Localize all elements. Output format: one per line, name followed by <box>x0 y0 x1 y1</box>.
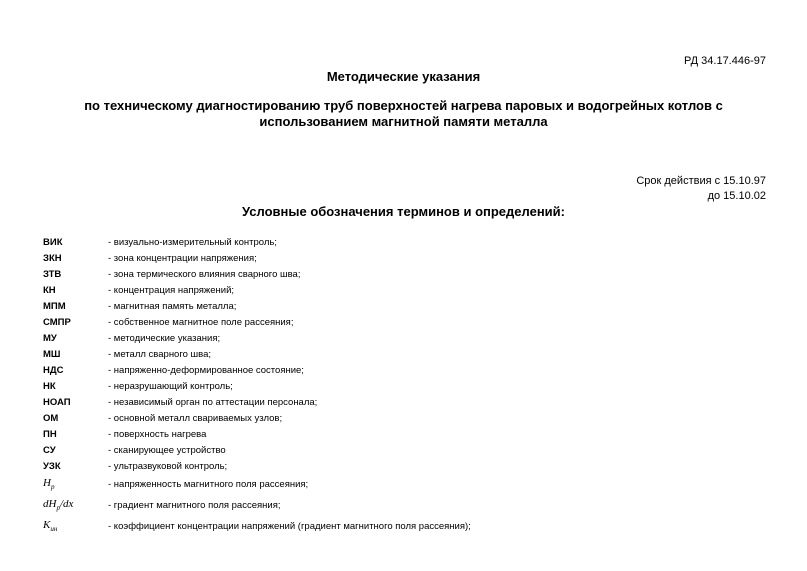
term-definition: - металл сварного шва; <box>108 348 212 360</box>
term-row <box>43 426 763 442</box>
term-abbreviation: СУ <box>43 444 56 456</box>
term-definition: - ультразвуковой контроль; <box>108 460 228 472</box>
term-definition: - методические указания; <box>108 332 221 344</box>
formula-symbol <box>43 498 108 512</box>
validity-period <box>636 174 766 204</box>
formula-symbol-subscript: p <box>50 483 55 492</box>
term-definition: - магнитная память металла; <box>108 300 237 312</box>
term-abbreviation: НК <box>43 380 56 392</box>
term-abbreviation: МШ <box>43 348 61 360</box>
term-abbreviation: ЗКН <box>43 252 62 264</box>
validity-to: до 15.10.02 <box>707 190 766 202</box>
formula-definition: - напряженность магнитного поля рассеяния; <box>108 479 309 490</box>
term-row <box>43 394 763 410</box>
term-row <box>43 346 763 362</box>
formula-symbol-base: K <box>43 519 51 532</box>
term-definition: - сканирующее устройство <box>108 444 226 456</box>
term-definition: - напряженно-деформированное состояние; <box>108 364 304 376</box>
term-definition: - концентрация напряжений; <box>108 284 235 296</box>
term-row <box>43 330 763 346</box>
term-abbreviation: МУ <box>43 332 57 344</box>
term-row <box>43 378 763 394</box>
term-definition: - зона концентрации напряжения; <box>108 252 257 264</box>
term-row <box>43 266 763 282</box>
formula-symbol-suffix: /dx <box>59 498 74 511</box>
formula-symbol-base: H <box>43 477 51 490</box>
term-row <box>43 442 763 458</box>
formula-symbol <box>43 477 108 491</box>
term-abbreviation: ОМ <box>43 412 59 424</box>
term-row <box>43 298 763 314</box>
term-row <box>43 458 763 474</box>
terms-heading: Условные обозначения терминов и определений: <box>242 204 565 219</box>
term-abbreviation: СМПР <box>43 316 71 328</box>
formula-definition: - градиент магнитного поля рассеяния; <box>108 500 281 511</box>
formula-symbol-subscript: ин <box>50 525 58 534</box>
formula-term-row <box>43 516 763 537</box>
term-abbreviation: УЗК <box>43 460 61 472</box>
term-abbreviation: НДС <box>43 364 64 376</box>
term-definition: - визуально-измерительный контроль; <box>108 236 277 248</box>
formula-symbol <box>43 519 108 533</box>
term-row <box>43 314 763 330</box>
formula-definition: - коэффициент концентрации напряжений (градиент магнитного поля рассеяния); <box>108 521 471 532</box>
term-definition: - основной металл свариваемых узлов; <box>108 412 283 424</box>
terms-list <box>43 234 763 537</box>
formula-term-row <box>43 495 763 516</box>
term-abbreviation: ПН <box>43 428 57 440</box>
term-row <box>43 282 763 298</box>
term-definition: - независимый орган по аттестации персонала; <box>108 396 318 408</box>
document-title: Методические указания <box>326 69 481 84</box>
term-abbreviation: МПМ <box>43 300 66 312</box>
term-abbreviation: КН <box>43 284 56 296</box>
formula-symbol-base: dH <box>43 498 57 511</box>
term-row <box>43 410 763 426</box>
term-abbreviation: ВИК <box>43 236 63 248</box>
term-row <box>43 362 763 378</box>
document-code: РД 34.17.446-97 <box>684 55 766 67</box>
term-definition: - зона термического влияния сварного шва; <box>108 268 301 280</box>
term-definition: - неразрушающий контроль; <box>108 380 233 392</box>
formula-symbol-subscript: p <box>56 504 60 513</box>
term-row <box>43 250 763 266</box>
term-abbreviation: ЗТВ <box>43 268 62 280</box>
formula-term-row <box>43 474 763 495</box>
term-abbreviation: НОАП <box>43 396 71 408</box>
validity-from: Срок действия с 15.10.97 <box>636 175 766 187</box>
term-definition: - собственное магнитное поле рассеяния; <box>108 316 294 328</box>
term-row <box>43 234 763 250</box>
document-subtitle: по техническому диагностированию труб поверхностей нагрева паровых и водогрейных котлов с использованием магнитной памяти металла <box>84 98 723 129</box>
term-definition: - поверхность нагрева <box>108 428 207 440</box>
